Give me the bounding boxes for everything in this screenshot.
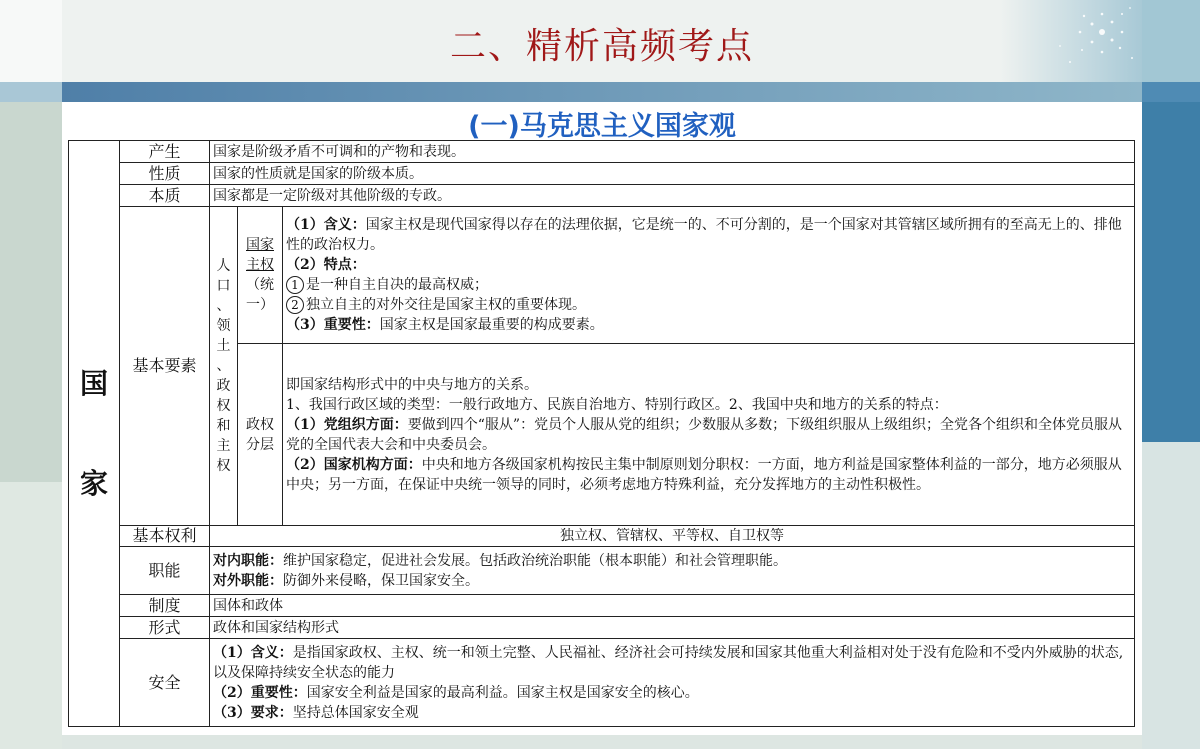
sovereignty-label: 国家 主权 （统 一）: [238, 207, 283, 344]
header: [62, 0, 1142, 82]
row-text-form: 政体和国家结构形式: [210, 617, 1135, 639]
bg-left-mid: [0, 102, 62, 482]
row-head-elements: 基本要素: [120, 207, 210, 526]
bg-top-band: [62, 82, 1142, 102]
table-row: [69, 526, 1135, 547]
table-row: [69, 617, 1135, 639]
table-row: [69, 141, 1135, 163]
table-row: [69, 595, 1135, 617]
state-big-label: 国 家: [69, 141, 120, 727]
state-concept-table: [68, 140, 1135, 727]
table-row: [69, 207, 1135, 344]
content-panel: [62, 102, 1142, 735]
row-head-security: 安全: [120, 639, 210, 727]
bg-left-top: [0, 0, 62, 82]
row-text-origin: 国家是阶级矛盾不可调和的产物和表现。: [210, 141, 1135, 163]
bg-right-low: [1142, 442, 1200, 749]
row-head-form: 形式: [120, 617, 210, 639]
division-content: 即国家结构形式中的中央与地方的关系。 1、我国行政区域的类型：一般行政地方、民族自治地方、特别行政区。2、我国中央和地方的关系的特点： （1）党组织方面：要做到四个“服从”：党员个人服从党的组织；少数服从多数；下级组织服从上级组织；全党各个组织和全体党员服从党的全国代表大会和中央委员会。 （2）国家机构方面：中央和地方各级国家机构按民主集中制原则划分职权：一方面，地方利益是国家整体利益的一部分，地方必须服从中央；另一方面，在保证中央统一领导的同时，必须考虑地方特殊利益，充分发挥地方的主动性积极性。: [283, 344, 1135, 526]
row-head-rights: 基本权利: [120, 526, 210, 547]
row-head-nature: 性质: [120, 163, 210, 185]
page-title: 二、精析高频考点: [449, 26, 754, 67]
row-head-origin: 产生: [120, 141, 210, 163]
bg-right-mid: [1142, 102, 1200, 442]
row-text-system: 国体和政体: [210, 595, 1135, 617]
section-subtitle: (一)马克思主义国家观: [468, 111, 736, 142]
row-head-functions: 职能: [120, 547, 210, 595]
row-text-nature: 国家的性质就是国家的阶级本质。: [210, 163, 1135, 185]
row-head-essence: 本质: [120, 185, 210, 207]
division-label: 政权 分层: [238, 344, 283, 526]
table-row: [69, 547, 1135, 595]
bg-left-low: [0, 482, 62, 749]
elements-vertical-label: 人 口 、 领 土 、 政 权 和 主 权: [210, 207, 238, 526]
row-head-system: 制度: [120, 595, 210, 617]
bg-right-band: [1142, 82, 1200, 102]
row-text-essence: 国家都是一定阶级对其他阶级的专政。: [210, 185, 1135, 207]
bg-right-top: [1142, 0, 1200, 82]
sovereignty-content: （1）含义：国家主权是现代国家得以存在的法理依据，它是统一的、不可分割的，是一个国家对其管辖区域所拥有的至高无上的、排他性的政治权力。 （2）特点： 1 是一种自主自决的最高权威； 2 独立自主的对外交往是国家主权的重要体现。 （3）重要性：国家主权是国家最重要的构成要素。: [283, 207, 1135, 344]
row-text-functions: 对内职能：维护国家稳定，促进社会发展。包括政治统治职能（根本职能）和社会管理职能。 对外职能：防御外来侵略，保卫国家安全。: [210, 547, 1135, 595]
bg-bottom: [62, 735, 1142, 749]
row-text-rights: 独立权、管辖权、平等权、自卫权等: [210, 526, 1135, 547]
bg-left-band: [0, 82, 62, 102]
table-row: [69, 163, 1135, 185]
row-text-security: （1）含义：是指国家政权、主权、统一和领土完整、人民福祉、经济社会可持续发展和国家其他重大利益相对处于没有危险和不受内外威胁的状态,以及保障持续安全状态的能力 （2）重要性：国家安全利益是国家的最高利益。国家主权是国家安全的核心。 （3）要求：坚持总体国家安全观: [210, 639, 1135, 727]
table-row: [69, 639, 1135, 727]
table-row: [69, 185, 1135, 207]
